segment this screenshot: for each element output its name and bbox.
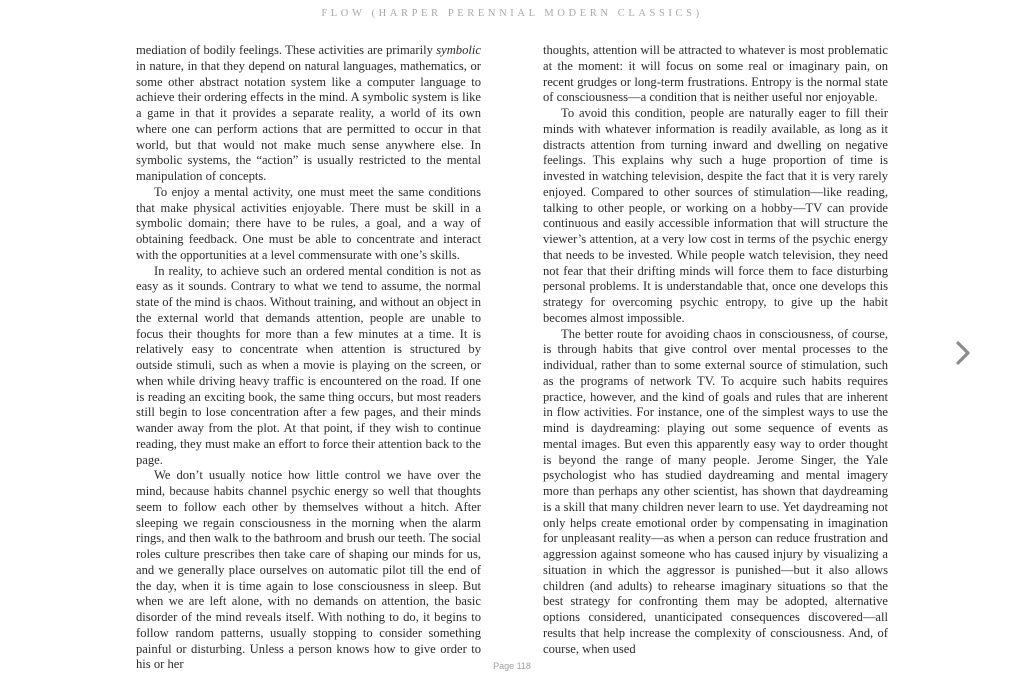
book-title: FLOW (HARPER PERENNIAL MODERN CLASSICS) bbox=[321, 8, 703, 19]
paragraph bbox=[136, 43, 481, 185]
paragraph: To enjoy a mental activity, one must meet the same conditions that make physical activities enjoyable. There must be skill in a symbolic domain; there have to be rules, a goal, and a way of obtaining feedback. One must be able to concentrate and interact with the opportunities at a level commensurate with one’s skills. bbox=[136, 184, 481, 262]
paragraph: We don’t usually notice how little control we have over the mind, because habits channel psychic energy so well that thoughts seem to follow each other by themselves without a hitch. After sleeping we regain consciousness in the morning when the alarm rings, and then walk to the bathroom and brush our teeth. The social roles culture prescribes then take care of shaping our minds for us, and we generally place ourselves on automatic pilot till the end of the day, when it is time again to lose consciousness in sleep. But when we are left alone, with no demands on attention, the basic disorder of the mind reveals itself. With nothing to do, it begins to follow random patterns, usually stopping to consider something painful or disturbing. Unless a person knows how to give order to his or her bbox=[136, 468, 481, 672]
paragraph: In reality, to achieve such an ordered mental condition is not as easy as it sounds. Contrary to what we tend to assume, the normal state of the mind is chaos. Without training, and without an object in the external world that demands attention, people are unable to focus their thoughts for more than a few minutes at a time. It is relatively easy to concentrate when attention is structured by outside stimuli, such as when a movie is playing on the screen, or when while driving heavy traffic is encountered on the road. If one is reading an exciting book, the same thing occurs, but most readers still begin to lose concentration after a few pages, and their minds wander away from the plot. At that point, if they wish to continue reading, they must make an effort to force their attention back to the page. bbox=[136, 263, 481, 467]
left-page-column bbox=[136, 43, 481, 673]
next-page-button[interactable] bbox=[948, 338, 978, 368]
paragraph: The better route for avoiding chaos in consciousness, of course, is through habits that give control over mental processes to the individual, rather than to some external source of stimulation, such as the programs of network TV. To acquire such habits requires practice, however, and the kind of goals and rules that are inherent in flow activities. For instance, one of the simplest ways to use the mind is daydreaming: playing out some sequence of events as mental images. But even this apparently easy way to order thought is beyond the range of many people. Jerome Singer, the Yale psychologist who has studied daydreaming and mental imagery more than perhaps any other scientist, has shown that daydreaming is a skill that many children never learn to use. Yet daydreaming not only helps create emotional order by compensating in imagination for unpleasant reality—as when a person can reduce frustration and aggression against someone who has caused injury by visualizing a situation in which the aggressor is punished—but it also allows children (and adults) to rehearse imaginary situations so that the best strategy for confronting them may be adopted, alternative options considered, unanticipated consequences discovered—all results that help increase the complexity of consciousness. And, of course, when used bbox=[543, 326, 888, 656]
emphasized-word: symbolic bbox=[436, 43, 481, 57]
paragraph-text: mediation of bodily feelings. These activities are primarily bbox=[136, 43, 437, 57]
paragraph: thoughts, attention will be attracted to whatever is most problematic at the moment: it will focus on some real or imaginary pain, on recent grudges or long-term frustrations. Entropy is the normal state of consciousness—a condition that is neither useful nor enjoyable. bbox=[543, 43, 888, 105]
right-page-column bbox=[543, 43, 888, 657]
paragraph: To avoid this condition, people are naturally eager to fill their minds with whatever information is readily available, as long as it distracts attention from turning inward and dwelling on negative feelings. This explains why such a huge proportion of time is invested in watching television, despite the fact that it is very rarely enjoyed. Compared to other sources of stimulation—like reading, talking to other people, or working on a hobby—TV can provide continuous and easily accessible information that will structure the viewer’s attention, at a very low cost in terms of the psychic energy that needs to be invested. While people watch television, they need not fear that their drifting minds will force them to face disturbing personal problems. It is understandable that, once one develops this strategy for overcoming psychic entropy, to give up the habit becomes almost impossible. bbox=[543, 106, 888, 325]
chevron-right-icon bbox=[948, 338, 978, 368]
paragraph-text: in nature, in that they depend on natural languages, mathematics, or some other abstract notation system like a computer language to achieve their ordering effects in the mind. A symbolic system is like a game in that it provides a separate reality, a world of its own where one can perform actions that are permitted to occur in that world, but that would not make much sense anywhere else. In symbolic systems, the “action” is usually restricted to the mental manipulation of concepts. bbox=[136, 58, 481, 183]
page-number: Page 118 bbox=[493, 661, 531, 671]
